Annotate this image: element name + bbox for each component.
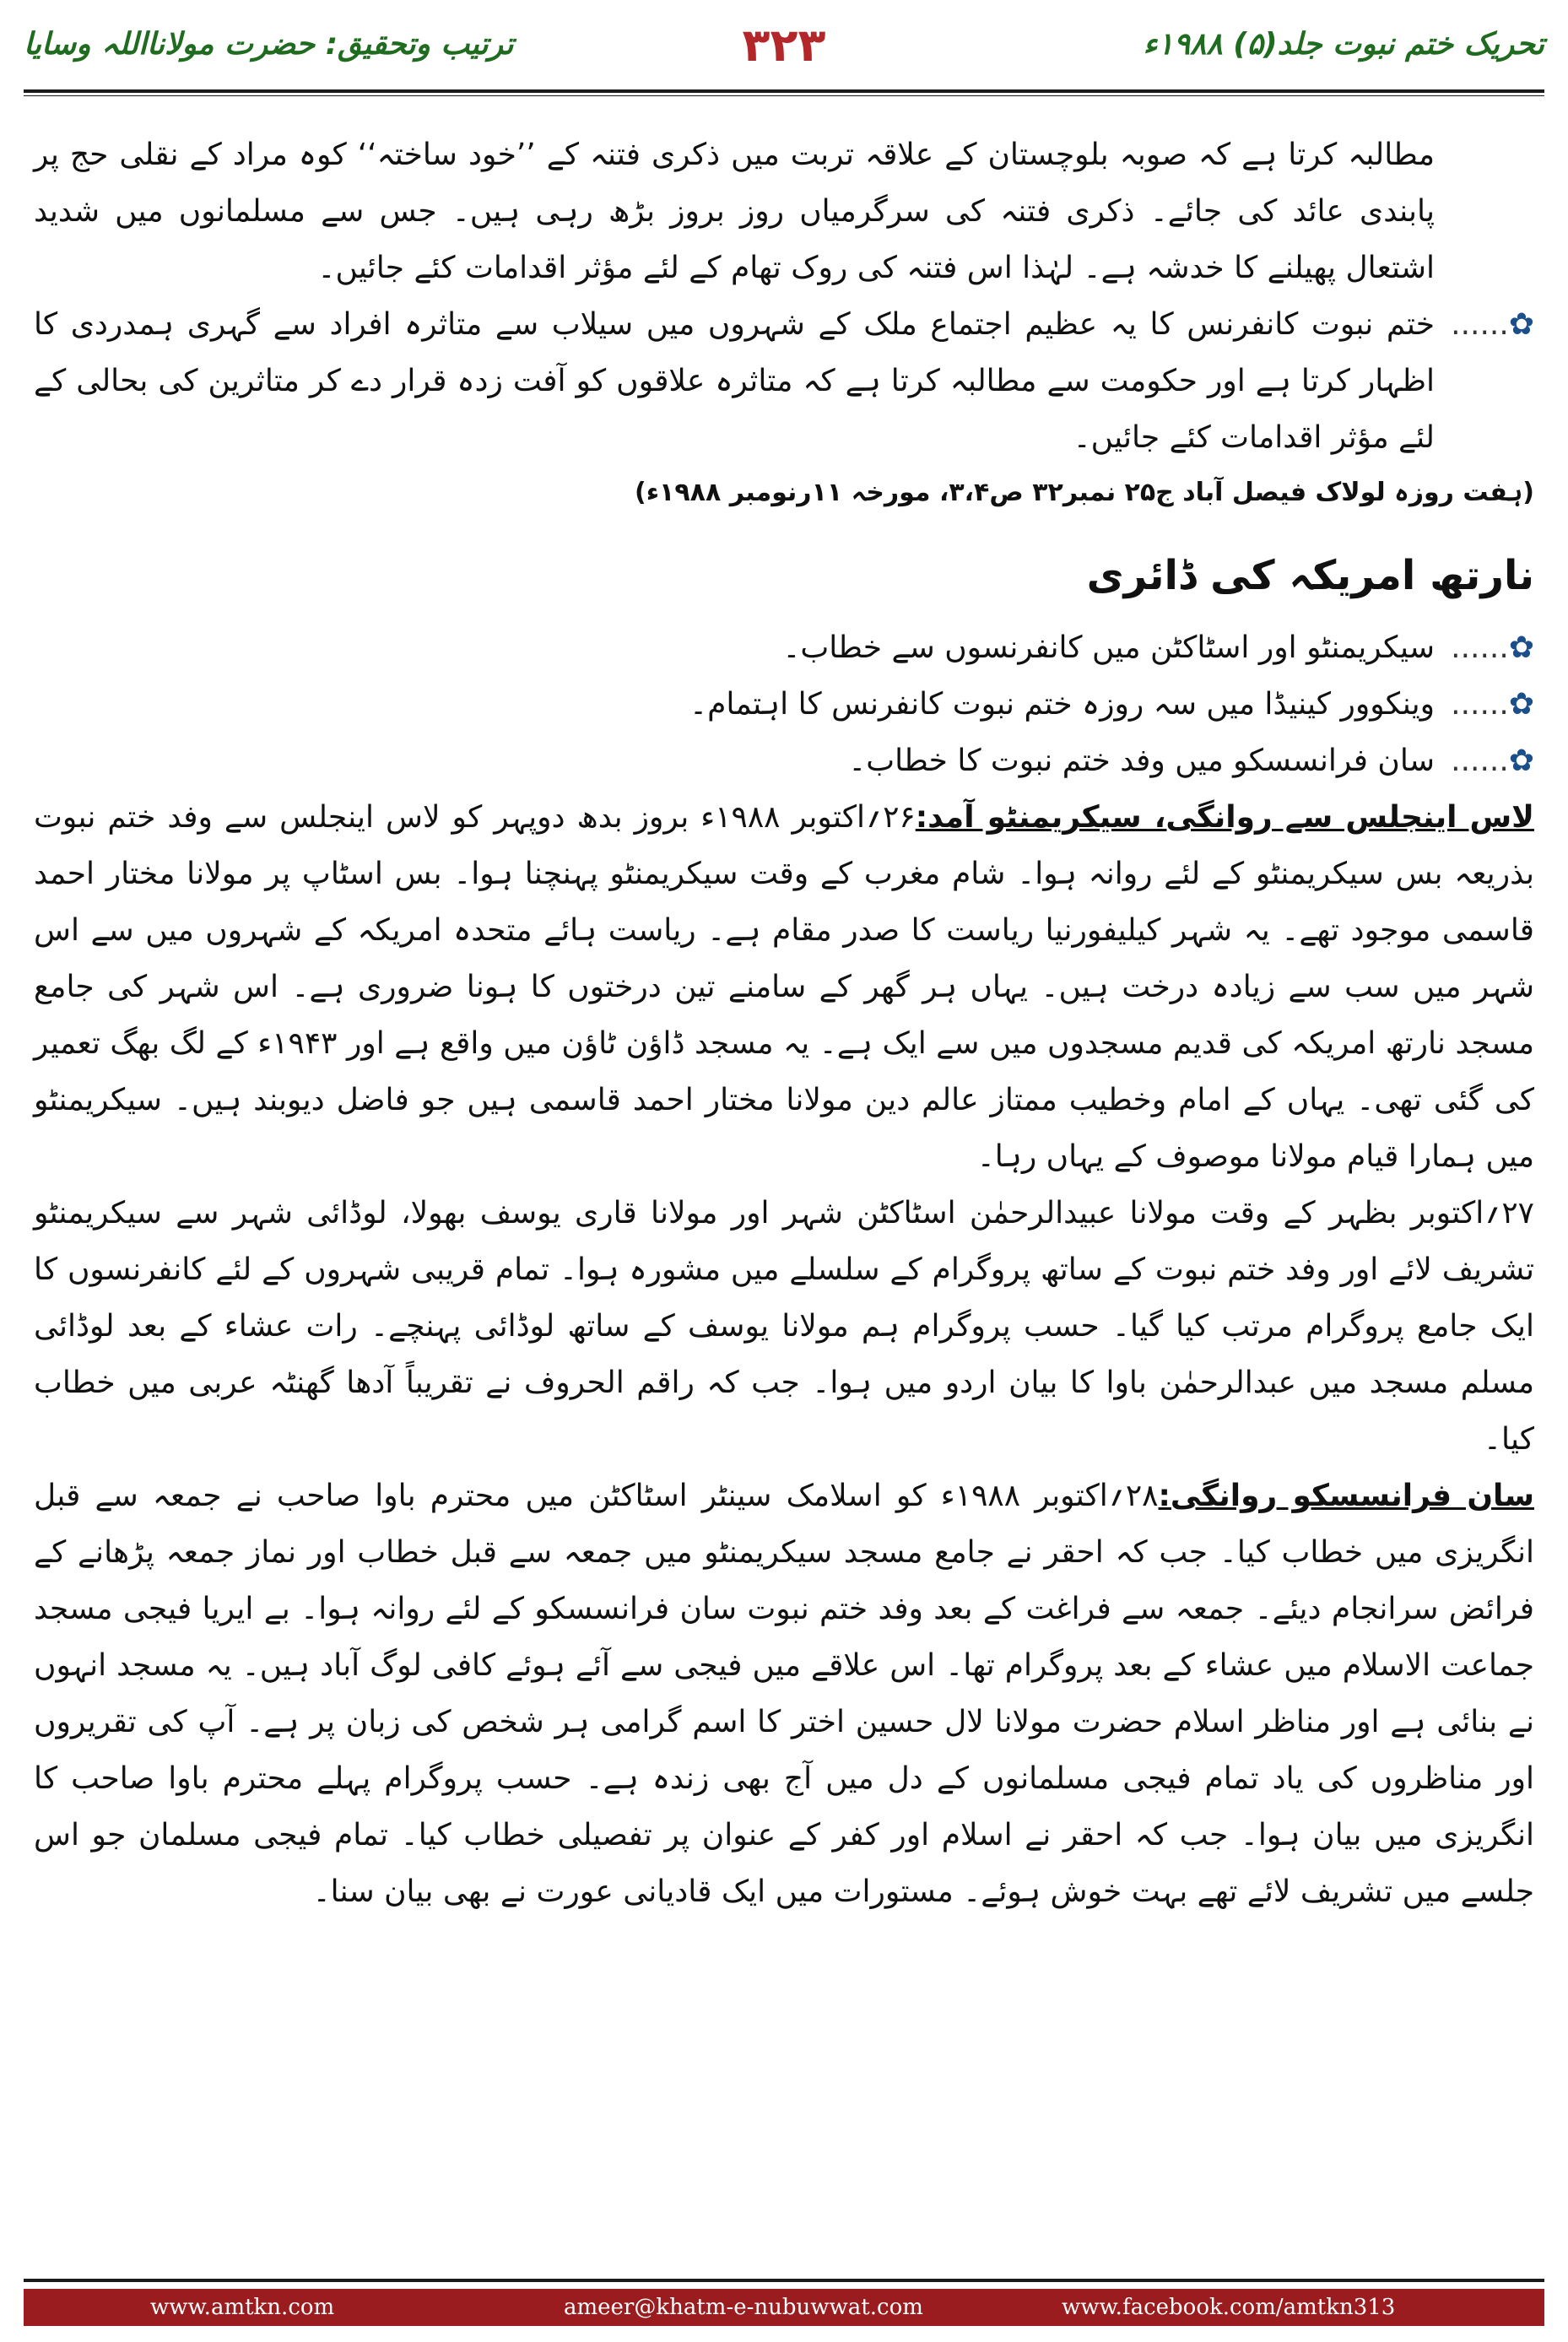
website-link[interactable]: www.amtkn.com [150, 2295, 335, 2320]
page-header [24, 19, 1544, 86]
page-footer [24, 2289, 1544, 2326]
bullet-text: ختم نبوت کانفرنس کا یہ عظیم اجتماع ملک کے شہروں میں سیلاب سے متاثرہ افراد سے گہری ہمدردی کا اظہار کرتا ہے اور حکومت سے مطالبہ کرتا ہے کہ متاثرہ علاقوں کو آفت زدہ قرار دے کر متاثرین کی بحالی کے لئے مؤثر اقدامات کئے جائیں۔ [34, 307, 1435, 455]
bullet-item [34, 733, 1534, 789]
header-divider-thin [24, 95, 1544, 96]
bullet-text: سان فرانسسکو میں وفد ختم نبوت کا خطاب۔ [848, 744, 1435, 778]
source-citation: (ہفت روزہ لولاک فیصل آباد ج۲۵ نمبر۳۲ ص۳،۴، مورخہ ۱۱رنومبر ۱۹۸۸ء) [634, 478, 1534, 507]
paragraph [34, 1468, 1534, 1920]
paragraph: مطالبہ کرتا ہے کہ صوبہ بلوچستان کے علاقہ تربت میں ذکری فتنہ کے ’’خود ساختہ‘‘ کوہ مراد کے نقلی حج پر پابندی عائد کی جائے۔ ذکری فتنہ کی سرگرمیاں روز بروز بڑھ رہی ہیں۔ جس سے مسلمانوں میں شدید اشتعال پھیلنے کا خدشہ ہے۔ لہٰذا اس فتنہ کی روک تھام کے لئے مؤثر اقدامات کئے جائیں۔ [34, 138, 1435, 285]
facebook-link[interactable]: www.facebook.com/amtkn313 [1062, 2295, 1396, 2320]
paragraph-body: ۲۸؍اکتوبر ۱۹۸۸ء کو اسلامک سینٹر اسٹاکٹن میں محترم باوا صاحب نے جمعہ سے قبل انگریزی میں خطاب کیا۔ جب کہ احقر نے جامع مسجد سیکریمنٹو میں جمعہ سے قبل خطاب اور نماز جمعہ پڑھانے کے فرائض سرانجام دیئے۔ جمعہ سے فراغت کے بعد وفد ختم نبوت سان فرانسسکو کے لئے روانہ ہوا۔ بے ایریا فیجی مسجد جماعت الاسلام میں عشاء کے بعد پروگرام تھا۔ اس علاقے میں فیجی سے آئے ہوئے کافی لوگ آباد ہیں۔ یہ مسجد انہوں نے بنائی ہے اور مناظر اسلام حضرت مولانا لال حسین اختر کا اسم گرامی ہر شخص کی زبان پر ہے۔ آپ کی تقریروں اور مناظروں کی یاد تمام فیجی مسلمانوں کے دل میں آج بھی زندہ ہے۔ حسب پروگرام پہلے محترم باوا صاحب کا انگریزی میں بیان ہوا۔ جب کہ احقر نے اسلام اور کفر کے عنوان پر تفصیلی خطاب کیا۔ تمام فیجی مسلمان جو اس جلسے میں تشریف لائے تھے بہت خوش ہوئے۔ مستورات میں ایک قادیانی عورت نے بھی بیان سنا۔ [34, 1479, 1534, 1909]
subheading: سان فرانسسکو روانگی: [1158, 1479, 1534, 1513]
bullet-item [34, 676, 1534, 733]
flower-bullet-icon: ✿...... [1451, 307, 1534, 342]
bullet-text: سیکریمنٹو اور اسٹاکٹن میں کانفرنسوں سے خطاب۔ [782, 630, 1435, 665]
flower-bullet-icon: ✿...... [1451, 630, 1534, 665]
bullet-text: وینکوور کینیڈا میں سہ روزہ ختم نبوت کانفرنس کا اہتمام۔ [689, 687, 1435, 722]
subheading: لاس اینجلس سے روانگی، سیکریمنٹو آمد: [915, 800, 1534, 835]
paragraph: ۲۷؍اکتوبر بظہر کے وقت مولانا عبیدالرحمٰن اسٹاکٹن شہر اور مولانا قاری یوسف بھولا، لوڈائی شہر سے سیکریمنٹو تشریف لائے اور وفد ختم نبوت کے ساتھ پروگرام کے سلسلے میں مشورہ ہوا۔ تمام قریبی شہروں کے لئے کانفرنسوں کا ایک جامع پروگرام مرتب کیا گیا۔ حسب پروگرام ہم مولانا یوسف کے ساتھ لوڈائی پہنچے۔ رات عشاء کے بعد لوڈائی مسلم مسجد میں عبدالرحمٰن باوا کا بیان اردو میں ہوا۔ جب کہ راقم الحروف نے تقریباً آدھا گھنٹہ عربی میں خطاب کیا۔ [34, 1196, 1534, 1457]
paragraph-body: ۲۶؍اکتوبر ۱۹۸۸ء بروز بدھ دوپہر کو لاس اینجلس سے وفد ختم نبوت بذریعہ بس سیکریمنٹو کے لئے روانہ ہوا۔ شام مغرب کے وقت سیکریمنٹو پہنچنا ہوا۔ بس اسٹاپ پر مولانا مختار احمد قاسمی موجود تھے۔ یہ شہر کیلیفورنیا ریاست کا صدر مقام ہے۔ ریاست ہائے متحدہ امریکہ کے شہروں میں سے اس شہر میں سب سے زیادہ درخت ہیں۔ یہاں ہر گھر کے سامنے تین درختوں کا ہونا ضروری ہے۔ اس شہر کی جامع مسجد نارتھ امریکہ کی قدیم مسجدوں میں سے ایک ہے۔ یہ مسجد ڈاؤن ٹاؤن میں واقع ہے اور ۱۹۴۳ء کے لگ بھگ تعمیر کی گئی تھی۔ یہاں کے امام وخطیب ممتاز عالم دین مولانا مختار احمد قاسمی ہیں جو فاضل دیوبند ہیں۔ سیکریمنٹو میں ہمارا قیام مولانا موصوف کے یہاں رہا۔ [34, 800, 1534, 1174]
book-title: تحریک ختم نبوت جلد(۵) ۱۹۸۸ء [1143, 27, 1544, 62]
email-link[interactable]: ameer@khatm-e-nubuwwat.com [564, 2295, 923, 2320]
compiler-credit: ترتیب وتحقیق: حضرت مولانااللہ وسایا [24, 27, 514, 62]
page-content [34, 127, 1534, 1920]
flower-bullet-icon: ✿...... [1451, 687, 1534, 722]
bullet-item [34, 296, 1534, 466]
page-number: ۳۲۳ [742, 19, 826, 72]
bullet-item [34, 619, 1534, 676]
flower-bullet-icon: ✿...... [1451, 744, 1534, 778]
header-divider [24, 89, 1544, 93]
paragraph [34, 789, 1534, 1185]
footer-divider [24, 2279, 1544, 2282]
section-heading: نارتھ امریکہ کی ڈائری [1086, 552, 1534, 599]
